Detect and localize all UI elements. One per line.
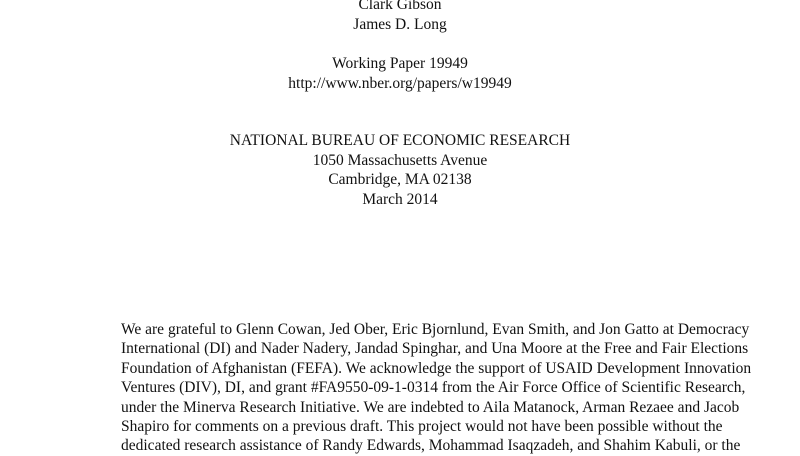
author-list — [0, 0, 800, 34]
ack-line: Foundation of Afghanistan (FEFA). We acknowledge the support of USAID Development Innovation — [121, 359, 752, 377]
publication-date: March 2014 — [362, 190, 438, 208]
paper-url: http://www.nber.org/papers/w19949 — [288, 74, 512, 92]
institution-address-line2: Cambridge, MA 02138 — [328, 171, 472, 188]
author-name: Clark Gibson — [358, 0, 442, 13]
ack-line: Ventures (DIV), DI, and grant #FA9550-09-1-0314 from the Air Force Office of Scientific Research, — [121, 379, 746, 397]
acknowledgments-paragraph — [121, 320, 752, 456]
ack-line: dedicated research assistance of Randy Edwards, Mohammad Isaqzadeh, and Shahim Kabuli, or the — [121, 437, 741, 455]
ack-line: Shapiro for comments on a previous draft. This project would not have been possible without the — [121, 418, 723, 436]
institution-name: NATIONAL BUREAU OF ECONOMIC RESEARCH — [229, 132, 571, 149]
institution-address-line1: 1050 Massachusetts Avenue — [312, 151, 488, 169]
institution-block — [0, 131, 800, 209]
working-paper-label: Working Paper 19949 — [332, 55, 468, 72]
ack-line: International (DI) and Nader Nadery, Jandad Spinghar, and Una Moore at the Free and Fair Elections — [121, 340, 749, 358]
working-paper-info — [0, 54, 800, 93]
ack-line: under the Minerva Research Initiative. We are indebted to Aila Matanock, Arman Rezaee and Jacob — [121, 398, 740, 416]
author-name: James D. Long — [353, 15, 447, 33]
ack-line: We are grateful to Glenn Cowan, Jed Ober, Eric Bjornlund, Evan Smith, and Jon Gatto at Democracy — [121, 321, 750, 338]
